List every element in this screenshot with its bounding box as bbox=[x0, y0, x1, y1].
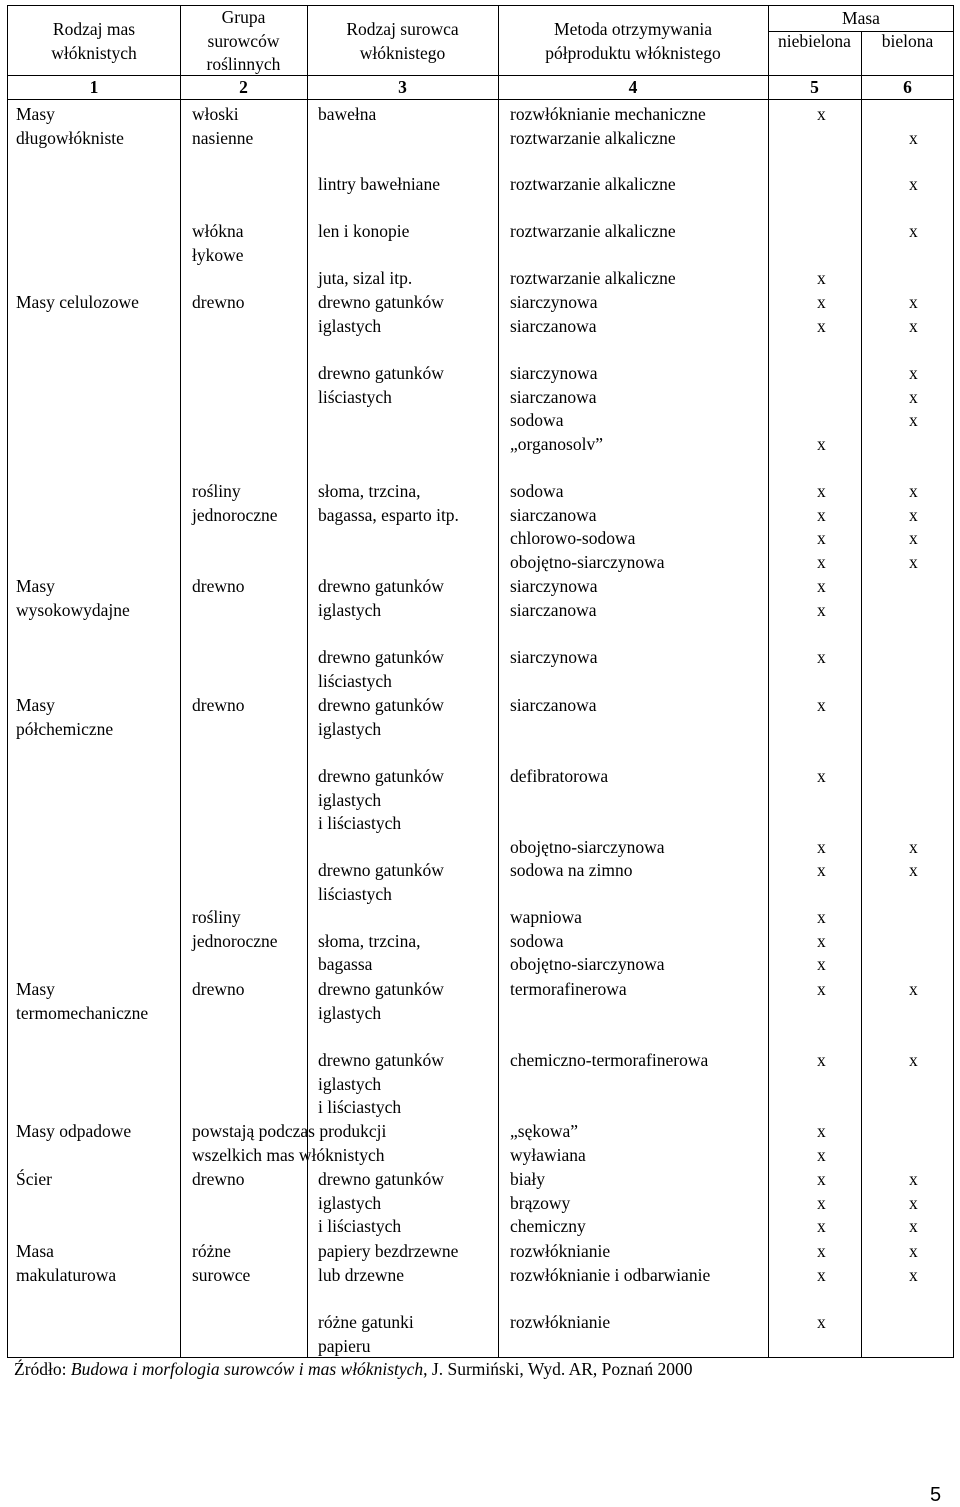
unbleached-mark: x x bbox=[817, 576, 826, 620]
raw-material-cell: drewno gatunków liściastych bbox=[318, 363, 444, 407]
raw-material-cell: słoma, trzcina, bagassa, esparto itp. bbox=[318, 481, 459, 525]
raw-material-cell: drewno gatunków iglastych bbox=[318, 576, 444, 620]
unbleached-mark: x bbox=[817, 268, 826, 288]
source-note bbox=[14, 1357, 693, 1381]
raw-material-cell: papiery bezdrzewne lub drzewne bbox=[318, 1241, 459, 1285]
bleached-mark: x bbox=[909, 1050, 918, 1070]
column-divider-5 bbox=[861, 31, 862, 1358]
bleached-mark: x bbox=[909, 127, 918, 148]
raw-material-cell: drewno gatunków iglastych bbox=[318, 292, 444, 336]
bleached-mark: x x x bbox=[909, 1169, 918, 1236]
method-cell: chemiczno-termorafinerowa bbox=[510, 1050, 709, 1070]
raw-material-cell: drewno gatunków iglastych i liściastych drewno gatunków liściastych bbox=[318, 766, 444, 904]
unbleached-mark: x x x bbox=[817, 766, 826, 880]
header-metoda: Metoda otrzymywania półproduktu włóknistego bbox=[545, 19, 721, 63]
unbleached-mark: x bbox=[817, 647, 826, 667]
method-cell: rozwłóknianie bbox=[510, 1312, 611, 1332]
raw-material-cell: drewno gatunków iglastych bbox=[318, 979, 444, 1023]
mass-type-cell: Masy długowłókniste bbox=[16, 104, 124, 148]
column-number: 6 bbox=[903, 77, 912, 97]
bleached-mark: x x x x bbox=[909, 481, 918, 572]
raw-group-cell: włoski nasienne bbox=[192, 104, 254, 148]
bleached-mark: x x bbox=[909, 836, 918, 880]
column-divider-3 bbox=[498, 6, 499, 1358]
raw-group-cell: rośliny jednoroczne bbox=[192, 907, 278, 951]
bleached-mark: x bbox=[909, 174, 918, 194]
unbleached-mark: x bbox=[817, 979, 826, 999]
method-cell: biały brązowy chemiczny bbox=[510, 1169, 586, 1236]
raw-material-cell: lintry bawełniane bbox=[318, 174, 440, 194]
header-grupa-surowcow: Grupa surowców roślinnych bbox=[206, 7, 281, 74]
mass-type-cell: Masy półchemiczne bbox=[16, 695, 114, 739]
unbleached-mark: x bbox=[817, 695, 826, 715]
raw-material-cell: drewno gatunków iglastych bbox=[318, 695, 444, 739]
raw-material-cell: różne gatunki papieru bbox=[318, 1312, 414, 1356]
method-cell: roztwarzanie alkaliczne roztwarzanie alkaliczne bbox=[510, 221, 676, 288]
method-cell: siarczynowa siarczanowa bbox=[510, 576, 598, 620]
raw-group-cell: rośliny jednoroczne bbox=[192, 481, 278, 525]
unbleached-mark: x x x bbox=[817, 907, 826, 974]
column-number: 3 bbox=[398, 77, 407, 97]
raw-group-cell: drewno bbox=[192, 1169, 245, 1189]
raw-material-cell: drewno gatunków iglastych i liściastych bbox=[318, 1169, 444, 1236]
method-cell: siarczanowa bbox=[510, 695, 597, 715]
bleached-mark: x x bbox=[909, 1241, 918, 1285]
method-cell: termorafinerowa bbox=[510, 979, 627, 999]
method-cell: defibratorowa obojętno-siarczynowa sodowa na zimno bbox=[510, 766, 665, 880]
raw-material-cell: drewno gatunków liściastych bbox=[318, 647, 444, 691]
unbleached-mark: x x x x bbox=[817, 481, 826, 572]
raw-group-cell: drewno bbox=[192, 979, 245, 999]
column-divider-1 bbox=[180, 6, 181, 1358]
bleached-mark: x bbox=[909, 221, 918, 241]
method-cell: wapniowa sodowa obojętno-siarczynowa bbox=[510, 907, 665, 974]
raw-material-cell: słoma, trzcina, bagassa bbox=[318, 930, 421, 974]
method-cell: siarczynowa bbox=[510, 647, 598, 667]
method-cell: rozwłóknianie mechaniczne roztwarzanie alkaliczne bbox=[510, 104, 706, 148]
unbleached-mark: x bbox=[817, 1050, 826, 1070]
method-cell: rozwłóknianie rozwłóknianie i odbarwianie bbox=[510, 1241, 711, 1285]
header-niebielona: niebielona bbox=[778, 31, 851, 51]
raw-material-cell: bawełna bbox=[318, 104, 377, 124]
bleached-mark: x bbox=[909, 979, 918, 999]
unbleached-mark: x bbox=[817, 433, 826, 454]
unbleached-mark: x x bbox=[817, 1121, 826, 1165]
raw-group-cell: drewno bbox=[192, 292, 245, 312]
mass-type-cell: Masa makulaturowa bbox=[16, 1241, 117, 1285]
unbleached-mark: x x bbox=[817, 1241, 826, 1285]
pulp-types-table bbox=[7, 5, 954, 1358]
unbleached-mark: x x x bbox=[817, 1169, 826, 1236]
header-bielona: bielona bbox=[881, 31, 934, 51]
bleached-mark: x x x bbox=[909, 363, 918, 430]
column-number: 5 bbox=[810, 77, 819, 97]
method-cell: sodowa siarczanowa chlorowo-sodowa obojętno-siarczynowa bbox=[510, 481, 665, 572]
mass-type-cell: Ścier bbox=[16, 1169, 52, 1189]
unbleached-mark: x bbox=[817, 1312, 826, 1332]
mass-type-cell: Masy termomechaniczne bbox=[16, 979, 149, 1023]
method-cell: siarczynowa siarczanowa bbox=[510, 292, 598, 336]
raw-group-cell: drewno bbox=[192, 576, 245, 596]
page-number: 5 bbox=[930, 1484, 942, 1506]
header-rodzaj-surowca: Rodzaj surowca włóknistego bbox=[346, 19, 459, 63]
column-divider-4 bbox=[768, 6, 769, 1358]
header-masa: Masa bbox=[842, 8, 880, 28]
method-cell: „sękowa” wyławiana bbox=[510, 1121, 586, 1165]
bleached-mark: x x bbox=[909, 292, 918, 336]
header-rodzaj-mas: Rodzaj mas włóknistych bbox=[51, 19, 137, 63]
mass-type-cell: Masy celulozowe bbox=[16, 292, 139, 312]
method-cell: siarczynowa siarczanowa sodowa „organosolv” bbox=[510, 363, 603, 454]
source-details: , J. Surmiński, Wyd. AR, Poznań 2000 bbox=[423, 1359, 693, 1379]
raw-material-cell: len i konopie juta, sizal itp. bbox=[318, 221, 413, 288]
mass-type-cell: Masy odpadowe bbox=[16, 1121, 132, 1141]
raw-group-cell: drewno bbox=[192, 695, 245, 715]
raw-material-cell: drewno gatunków iglastych i liściastych bbox=[318, 1050, 444, 1117]
source-title: Budowa i morfologia surowców i mas włóknistych bbox=[70, 1359, 424, 1379]
unbleached-mark: x bbox=[817, 104, 826, 124]
raw-group-cell: włókna łykowe bbox=[192, 221, 244, 265]
unbleached-mark: x x bbox=[817, 292, 826, 336]
raw-group-cell: powstają podczas produkcji wszelkich mas włóknistych bbox=[192, 1121, 387, 1165]
column-number: 4 bbox=[628, 77, 638, 97]
mass-type-cell: Masy wysokowydajne bbox=[16, 576, 130, 620]
method-cell: roztwarzanie alkaliczne bbox=[510, 174, 676, 194]
source-prefix: Źródło: bbox=[14, 1359, 71, 1379]
raw-group-cell: różne surowce bbox=[192, 1241, 251, 1285]
column-number: 2 bbox=[239, 77, 248, 97]
column-number: 1 bbox=[89, 77, 99, 97]
